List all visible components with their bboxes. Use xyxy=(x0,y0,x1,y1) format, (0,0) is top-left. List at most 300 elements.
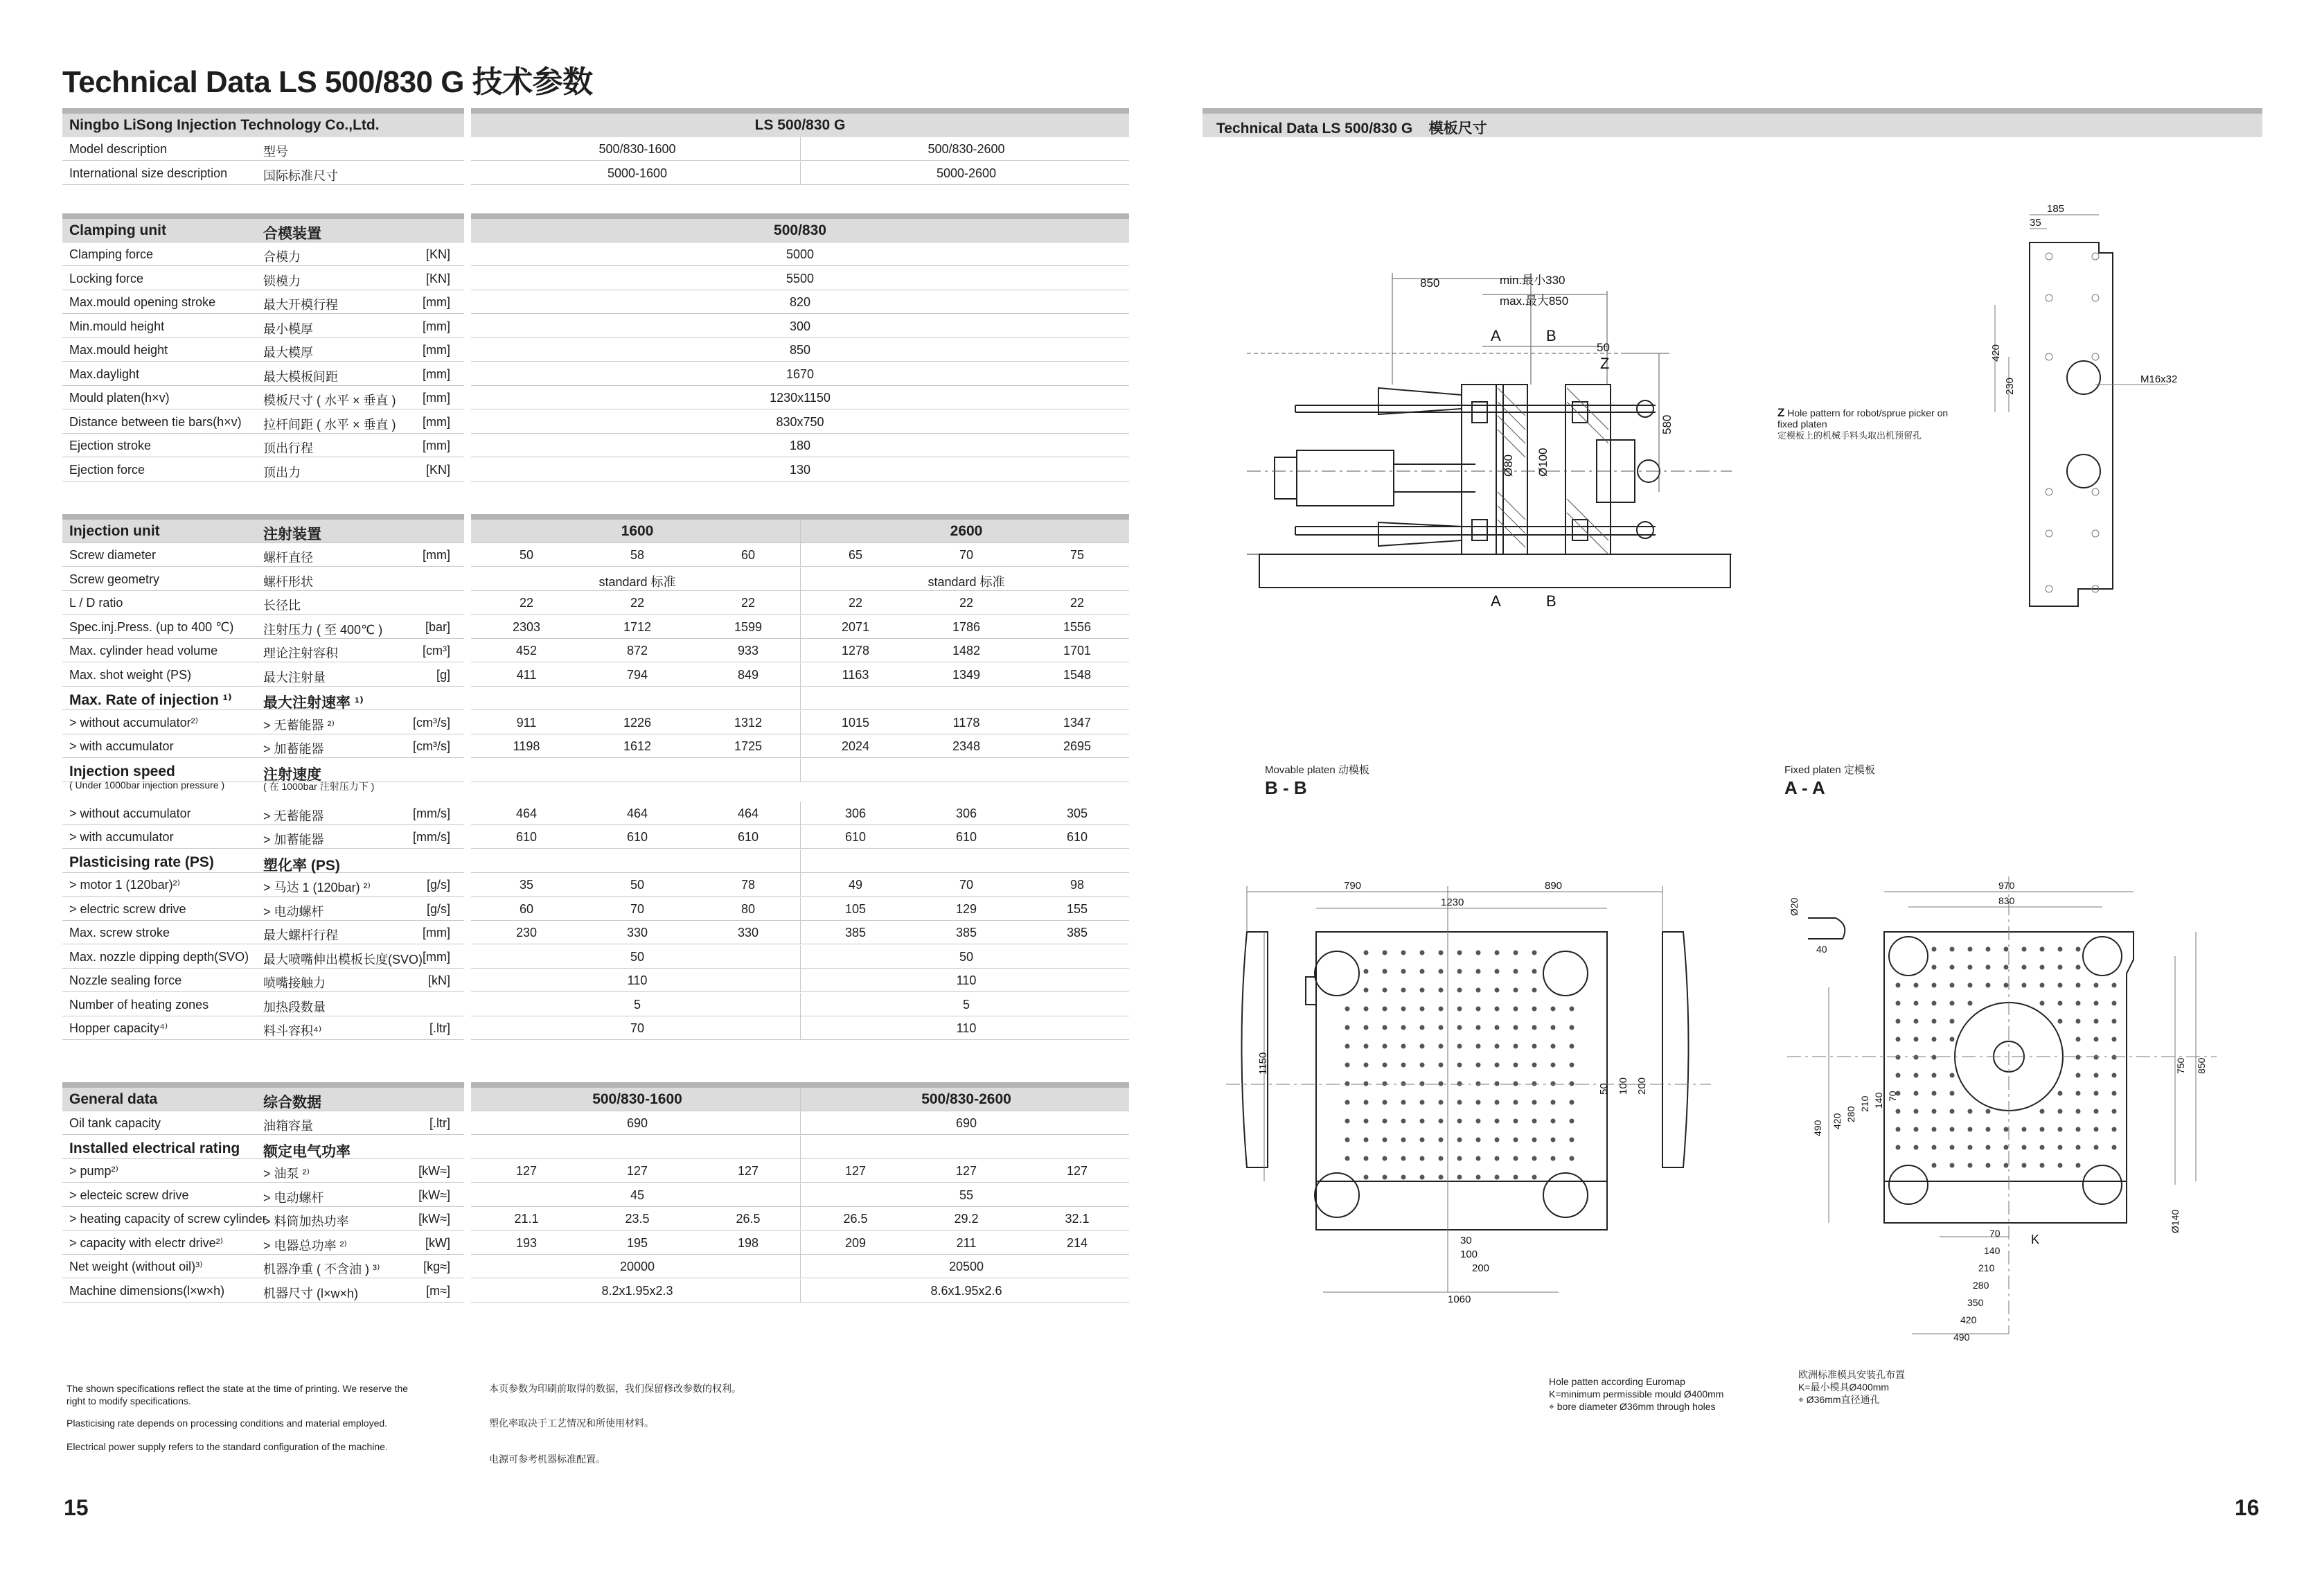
mounting-hole xyxy=(1364,969,1369,974)
dim-label: 280 xyxy=(1845,1106,1856,1122)
fixed-caption: Fixed platen 定模板 xyxy=(1784,764,1875,776)
row-label-en: L / D ratio xyxy=(69,596,123,610)
row-label-en: Max.mould height xyxy=(69,343,168,357)
column-divider xyxy=(800,945,801,969)
mounting-hole xyxy=(1514,951,1518,955)
dim-label: 35 xyxy=(2030,217,2041,229)
mounting-hole xyxy=(2094,1073,2099,1078)
table-row-values xyxy=(471,639,1129,662)
dim-label: Ø140 xyxy=(2170,1209,2181,1233)
table-row-values xyxy=(471,362,1129,386)
mounting-hole xyxy=(1401,1156,1406,1161)
mounting-hole xyxy=(1986,1163,1991,1168)
table-row-values xyxy=(471,1279,1129,1303)
k-label: K xyxy=(2031,1233,2040,1246)
column-divider xyxy=(800,591,801,615)
mounting-hole xyxy=(2040,1127,2045,1132)
mounting-hole xyxy=(1457,1044,1462,1049)
mounting-hole xyxy=(1932,1145,1937,1150)
z-detail-drawing xyxy=(1981,201,2210,630)
mounting-hole xyxy=(1345,1063,1350,1068)
table-row-values xyxy=(471,993,1129,1016)
mounting-hole xyxy=(2094,1019,2099,1024)
mounting-hole xyxy=(1364,1044,1369,1049)
mounting-hole xyxy=(1401,1007,1406,1012)
cell-value: 214 xyxy=(1066,1235,1088,1250)
cell-value: 129 xyxy=(955,901,977,916)
row-label-cn: 顶出力 xyxy=(263,465,301,479)
mounting-hole xyxy=(2094,983,2099,988)
mounting-hole xyxy=(1401,1025,1406,1030)
mounting-hole xyxy=(1457,1119,1462,1124)
mounting-hole xyxy=(1476,1156,1481,1161)
cell-value: 8.2x1.95x2.3 xyxy=(601,1283,673,1298)
mounting-hole xyxy=(1551,1044,1556,1049)
row-label-cn: 螺杆形状 xyxy=(263,574,313,589)
movable-platen-drawing xyxy=(1226,876,1711,1348)
table-row-values xyxy=(471,458,1129,482)
table-row-values xyxy=(471,434,1129,457)
dim-label: 1060 xyxy=(1448,1294,1471,1305)
mounting-hole xyxy=(1896,1073,1901,1078)
cell-value: 610 xyxy=(1066,830,1088,845)
mounting-hole xyxy=(1570,1100,1575,1105)
row-label-en: Distance between tie bars(h×v) xyxy=(69,414,242,429)
mounting-hole xyxy=(1514,1063,1518,1068)
cell-value: 110 xyxy=(956,973,977,988)
table-row-label xyxy=(62,591,464,615)
mounting-hole xyxy=(1364,1063,1369,1068)
mounting-hole xyxy=(1476,988,1481,993)
cell-value: 50 xyxy=(519,548,534,562)
column-divider xyxy=(800,567,801,591)
company-name: Ningbo LiSong Injection Technology Co.,Ltd. xyxy=(69,117,380,133)
mounting-hole xyxy=(1932,1001,1937,1006)
row-label-cn: > 电动螺杆 xyxy=(263,1190,324,1205)
table-row-label: Max.daylight 最大模板间距 [mm] xyxy=(62,362,464,386)
table-row-values xyxy=(471,315,1129,338)
column-divider xyxy=(800,1136,801,1159)
mounting-hole xyxy=(1932,1073,1937,1078)
mounting-hole xyxy=(2040,1001,2045,1006)
cell-value: 209 xyxy=(844,1235,867,1250)
header-rule xyxy=(62,108,464,114)
mounting-hole xyxy=(1532,951,1537,955)
cell-value: 21.1 xyxy=(514,1212,539,1226)
cell-value: 500/830-1600 xyxy=(598,142,676,156)
dim-label: 100 xyxy=(1617,1077,1629,1095)
cell-value: 1712 xyxy=(623,619,652,634)
row-label-cn: 最大螺杆行程 xyxy=(263,928,338,943)
mounting-hole xyxy=(1457,951,1462,955)
dim-label: 830 xyxy=(1998,895,2015,906)
mounting-hole xyxy=(1551,1100,1556,1105)
mounting-hole xyxy=(2040,965,2045,970)
mounting-hole xyxy=(1420,1044,1425,1049)
right-header xyxy=(1203,114,2262,137)
mounting-hole xyxy=(1495,969,1500,974)
mounting-hole xyxy=(1986,1109,1991,1114)
cell-value: 1725 xyxy=(734,739,763,753)
table-row-values xyxy=(471,802,1129,825)
row-label-en: Screw diameter xyxy=(69,548,157,562)
mounting-hole xyxy=(1495,1100,1500,1105)
mounting-hole xyxy=(2004,1163,2009,1168)
mounting-hole xyxy=(1914,1037,1919,1042)
table-row-values xyxy=(471,759,1129,782)
mounting-hole xyxy=(2094,1001,2099,1006)
cell-value: 1230x1150 xyxy=(770,391,831,405)
mounting-hole xyxy=(1495,1063,1500,1068)
row-label-en: Plasticising rate (PS) xyxy=(69,854,214,870)
mounting-hole xyxy=(1551,1025,1556,1030)
row-label-en: > without accumulator²⁾ xyxy=(69,715,199,730)
mounting-hole xyxy=(1345,1044,1350,1049)
cell-value: 8.6x1.95x2.6 xyxy=(930,1283,1002,1298)
dim-label: 50 xyxy=(1598,1083,1610,1095)
cell-value: 70 xyxy=(630,1021,645,1036)
mounting-hole xyxy=(1476,951,1481,955)
z-note xyxy=(1777,407,1964,441)
row-label-cn: 最大注射量 xyxy=(263,670,326,685)
mounting-hole xyxy=(1457,1100,1462,1105)
mounting-hole xyxy=(1364,988,1369,993)
cell-value: 29.2 xyxy=(954,1212,979,1226)
cell-value: 32.1 xyxy=(1065,1212,1090,1226)
column-header: 2600 xyxy=(950,523,983,539)
mounting-hole xyxy=(1570,1119,1575,1124)
table-row-label: Clamping force 合模力 [KN] xyxy=(62,242,464,266)
row-label-en: > without accumulator xyxy=(69,806,191,820)
cell-value: 80 xyxy=(740,901,756,916)
table-row-values xyxy=(471,615,1129,639)
cell-value: 849 xyxy=(737,667,759,682)
cell-value: 306 xyxy=(844,806,867,820)
mounting-hole xyxy=(2094,1091,2099,1096)
table-row-values xyxy=(471,711,1129,734)
table-row-values xyxy=(471,1136,1129,1159)
mounting-hole xyxy=(1950,965,1955,970)
cell-value: 130 xyxy=(789,462,811,477)
cell-value: 5500 xyxy=(786,271,815,285)
table-row-label: Mould platen(h×v) 模板尺寸 ( 水平 × 垂直 ) [mm] xyxy=(62,386,464,409)
mounting-hole xyxy=(1476,1175,1481,1180)
table-row-label: Max. cylinder head volume 理论注射容积 [cm³] xyxy=(62,639,464,662)
row-label-en: > electeic screw drive xyxy=(69,1188,189,1202)
cell-value: 127 xyxy=(1066,1164,1088,1178)
mounting-hole xyxy=(1476,969,1481,974)
mounting-hole xyxy=(1514,969,1518,974)
cell-value: 794 xyxy=(626,667,648,682)
mounting-hole xyxy=(1532,1082,1537,1086)
table-row-values xyxy=(471,687,1129,710)
table-row-label xyxy=(62,687,464,710)
mounting-hole xyxy=(2112,983,2117,988)
row-label-en: > with accumulator xyxy=(69,739,174,753)
row-label-cn: 型号 xyxy=(263,145,288,159)
mounting-hole xyxy=(1457,1082,1462,1086)
mounting-hole xyxy=(2040,1163,2045,1168)
dim-label: 30 xyxy=(1460,1235,1472,1246)
mounting-hole xyxy=(1383,1100,1387,1105)
row-label-cn: 最小模厚 xyxy=(263,321,313,336)
table-row-values xyxy=(471,591,1129,615)
cell-value: 55 xyxy=(959,1188,974,1202)
mounting-hole xyxy=(1570,1082,1575,1086)
dim-label: max.最大850 xyxy=(1500,294,1569,308)
z-note-en: Hole pattern for robot/sprue picker on fixed platen xyxy=(1777,407,1949,430)
table-row-label xyxy=(62,993,464,1016)
mounting-hole xyxy=(1401,1063,1406,1068)
row-label-cn: > 料筒加热功率 xyxy=(263,1215,349,1228)
row-label-en: Screw geometry xyxy=(69,572,160,586)
cell-value: 1548 xyxy=(1063,667,1092,682)
mounting-hole xyxy=(1551,1156,1556,1161)
cell-value: 330 xyxy=(626,926,648,940)
dim-label: 890 xyxy=(1545,880,1563,892)
cell-value: 50 xyxy=(630,878,645,892)
hole-note-line: ⌖ bore diameter Ø36mm through holes xyxy=(1549,1401,1716,1412)
mounting-hole xyxy=(1932,965,1937,970)
table-row-values xyxy=(471,410,1129,434)
mounting-hole xyxy=(1345,1082,1350,1086)
table-row-values xyxy=(471,267,1129,290)
row-label-cn: 加热段数量 xyxy=(263,1000,326,1014)
mounting-hole xyxy=(1364,1119,1369,1124)
mounting-hole xyxy=(1476,1025,1481,1030)
dim-label: 210 xyxy=(1859,1095,1870,1112)
dim-label: M16x32 xyxy=(2140,373,2178,385)
mounting-hole xyxy=(1439,969,1444,974)
mounting-hole xyxy=(1364,1007,1369,1012)
table-row-label: Screw diameter 螺杆直径 [mm] xyxy=(62,543,464,567)
column-divider xyxy=(800,520,801,543)
mounting-hole xyxy=(1345,1007,1350,1012)
mounting-hole xyxy=(2004,965,2009,970)
row-label-cn: 料斗容积⁴⁾ xyxy=(263,1024,322,1039)
mounting-hole xyxy=(1570,1044,1575,1049)
table-row-label: Distance between tie bars(h×v) 拉杆间距 ( 水平 × 垂直 ) [mm] xyxy=(62,410,464,434)
cell-value: 300 xyxy=(789,319,811,333)
footnotes-cn xyxy=(489,1382,835,1465)
table-row-label: > without accumulator²⁾ > 无蓄能器 ²⁾ [cm³/s] xyxy=(62,711,464,734)
table-row-label: Machine dimensions(l×w×h) 机器尺寸 (l×w×h) [≈m] xyxy=(62,1279,464,1303)
mounting-hole xyxy=(1457,969,1462,974)
section-mark: A xyxy=(1491,592,1501,610)
section-rule xyxy=(62,213,464,219)
table-row-label: Max. screw stroke 最大螺杆行程 [mm] xyxy=(62,921,464,944)
mounting-hole xyxy=(1383,1119,1387,1124)
row-label-cn: 模板尺寸 ( 水平 × 垂直 ) xyxy=(263,394,396,407)
mounting-hole xyxy=(2076,965,2081,970)
mounting-hole xyxy=(1364,1025,1369,1030)
table-row-values xyxy=(471,734,1129,758)
table-row-values xyxy=(471,1231,1129,1255)
cell-value: 872 xyxy=(626,644,648,658)
row-label-en: Injection unit xyxy=(69,523,160,539)
cell-value: 1226 xyxy=(623,715,652,730)
row-sublabel-cn: ( 在 1000bar 注射压力下 ) xyxy=(263,780,375,792)
cell-value: 180 xyxy=(789,439,811,452)
page-title: Technical Data LS 500/830 G 技术参数 xyxy=(62,65,593,99)
cell-value: 5000 xyxy=(786,247,815,261)
cell-value: 22 xyxy=(519,596,534,610)
mounting-hole xyxy=(1932,1109,1937,1114)
table-row-values xyxy=(471,1255,1129,1278)
mounting-hole xyxy=(1420,951,1425,955)
footnote: 塑化率取决于工艺情况和所使用材料。 xyxy=(489,1418,654,1429)
dim-label: 70 xyxy=(1887,1091,1898,1102)
mounting-hole xyxy=(2076,947,2081,952)
row-label-en: Mould platen(h×v) xyxy=(69,391,170,405)
side-view-drawing xyxy=(1247,263,1746,624)
mounting-hole xyxy=(1968,1127,1973,1132)
column-divider xyxy=(800,1088,801,1111)
section-rule xyxy=(471,213,1129,219)
mounting-hole xyxy=(1570,1138,1575,1143)
cell-value: 500/830-2600 xyxy=(928,142,1005,156)
column-divider xyxy=(800,759,801,782)
mounting-hole xyxy=(1950,1145,1955,1150)
dim-label: 40 xyxy=(1816,944,1827,955)
column-divider xyxy=(800,873,801,897)
page-number-left: 15 xyxy=(64,1495,89,1520)
cell-value: 690 xyxy=(955,1116,977,1130)
mounting-hole xyxy=(1364,1175,1369,1180)
row-label-en: Net weight (without oil)³⁾ xyxy=(69,1260,203,1273)
cell-value: 26.5 xyxy=(736,1212,761,1226)
table-row-label: Max. shot weight (PS) 最大注射量 [g] xyxy=(62,663,464,687)
mounting-hole xyxy=(2022,983,2027,988)
column-divider xyxy=(800,734,801,758)
row-label-cn: 螺杆直径 xyxy=(263,551,313,565)
section-header-values xyxy=(471,1088,1129,1111)
mounting-hole xyxy=(1401,1119,1406,1124)
column-divider xyxy=(800,802,801,825)
mounting-hole xyxy=(1345,1156,1350,1161)
mounting-hole xyxy=(1495,1025,1500,1030)
cell-value: 50 xyxy=(630,949,645,964)
fixed-platen-drawing xyxy=(1787,876,2217,1361)
mounting-hole xyxy=(1383,1044,1387,1049)
mounting-hole xyxy=(2004,1145,2009,1150)
column-divider xyxy=(800,137,801,161)
column-divider xyxy=(800,921,801,944)
column-header: 500/830-1600 xyxy=(592,1091,682,1107)
hole-note-line: ⌖ Ø36mm直径通孔 xyxy=(1798,1394,1880,1405)
dim-label: 1230 xyxy=(1441,897,1464,908)
mounting-hole xyxy=(1439,1138,1444,1143)
cell-value: 1556 xyxy=(1063,619,1092,634)
table-row-values xyxy=(471,161,1129,185)
fixed-section: A - A xyxy=(1784,777,1825,798)
cell-value: 2303 xyxy=(512,619,541,634)
cell-value: 306 xyxy=(955,806,977,820)
column-divider xyxy=(800,825,801,849)
row-label-cn: 最大喷嘴伸出模板长度(SVO) xyxy=(263,952,423,967)
cell-value: 193 xyxy=(515,1235,538,1250)
mounting-hole xyxy=(1551,1007,1556,1012)
column-divider xyxy=(800,1231,801,1255)
row-label-cn: 喷嘴接触力 xyxy=(263,976,326,991)
mounting-hole xyxy=(1401,1044,1406,1049)
mounting-hole xyxy=(2058,1109,2063,1114)
row-label-en: International size description xyxy=(69,166,228,180)
cell-value: 58 xyxy=(630,548,645,562)
mounting-hole xyxy=(1896,983,1901,988)
column-divider xyxy=(800,1255,801,1278)
cell-value: 452 xyxy=(515,644,538,658)
mounting-hole xyxy=(1914,983,1919,988)
cell-value: 50 xyxy=(959,949,974,964)
cell-value: 22 xyxy=(1070,596,1085,610)
column-divider xyxy=(800,1183,801,1207)
row-label-en: Ejection force xyxy=(69,462,145,477)
mounting-hole xyxy=(1420,1082,1425,1086)
table-row-label: > capacity with electr drive²⁾ > 电器总功率 ²⁾ [kW] xyxy=(62,1231,464,1255)
cell-value: 1278 xyxy=(841,644,870,658)
cell-value: 933 xyxy=(737,644,759,658)
mounting-hole xyxy=(2058,1019,2063,1024)
section-mark: B xyxy=(1546,327,1556,344)
cell-value: 22 xyxy=(740,596,756,610)
dim-label: min.最小330 xyxy=(1500,274,1565,287)
mounting-hole xyxy=(1514,1156,1518,1161)
dim-label: 750 xyxy=(2175,1057,2186,1074)
mounting-hole xyxy=(1950,1001,1955,1006)
row-label-cn: 最大开模行程 xyxy=(263,298,338,312)
dim-label: 850 xyxy=(2196,1057,2207,1074)
table-row-label: Ejection stroke 顶出行程 [mm] xyxy=(62,434,464,457)
section-mark: B xyxy=(1546,592,1556,610)
table-row-values xyxy=(471,1183,1129,1207)
cell-value: 1163 xyxy=(842,667,869,682)
dim-label: 185 xyxy=(2047,203,2065,215)
cell-value: 45 xyxy=(630,1188,645,1202)
mounting-hole xyxy=(1457,1138,1462,1143)
movable-caption: Movable platen 动模板 xyxy=(1265,764,1369,776)
table-row-label: > with accumulator > 加蓄能器 [mm/s] xyxy=(62,825,464,849)
mounting-hole xyxy=(1420,1025,1425,1030)
mounting-hole xyxy=(1551,1063,1556,1068)
right-header-title: Technical Data LS 500/830 G 模板尺寸 xyxy=(1216,121,1487,136)
table-row-values xyxy=(471,386,1129,409)
mounting-hole xyxy=(2022,1145,2027,1150)
row-label-en: Machine dimensions(l×w×h) xyxy=(69,1283,225,1298)
mounting-hole xyxy=(1495,988,1500,993)
mounting-hole xyxy=(1532,1100,1537,1105)
mounting-hole xyxy=(2076,1127,2081,1132)
row-label-en: Installed electrical rating xyxy=(69,1140,240,1156)
mounting-hole xyxy=(1986,947,1991,952)
mounting-hole xyxy=(1532,1044,1537,1049)
mounting-hole xyxy=(1986,983,1991,988)
dim-label: 200 xyxy=(1472,1262,1490,1274)
column-divider xyxy=(800,969,801,992)
mounting-hole xyxy=(1420,988,1425,993)
mounting-hole xyxy=(2076,1073,2081,1078)
mounting-hole xyxy=(1950,1127,1955,1132)
dim-label: 140 xyxy=(1984,1245,2001,1256)
mounting-hole xyxy=(2058,947,2063,952)
table-row-values xyxy=(471,663,1129,687)
mounting-hole xyxy=(1986,1145,1991,1150)
row-label-cn: 国际标准尺寸 xyxy=(263,168,338,183)
mounting-hole xyxy=(2076,983,2081,988)
cell-value: 230 xyxy=(515,926,538,940)
dim-label: 210 xyxy=(1978,1262,1995,1273)
cell-value: 127 xyxy=(626,1164,648,1178)
